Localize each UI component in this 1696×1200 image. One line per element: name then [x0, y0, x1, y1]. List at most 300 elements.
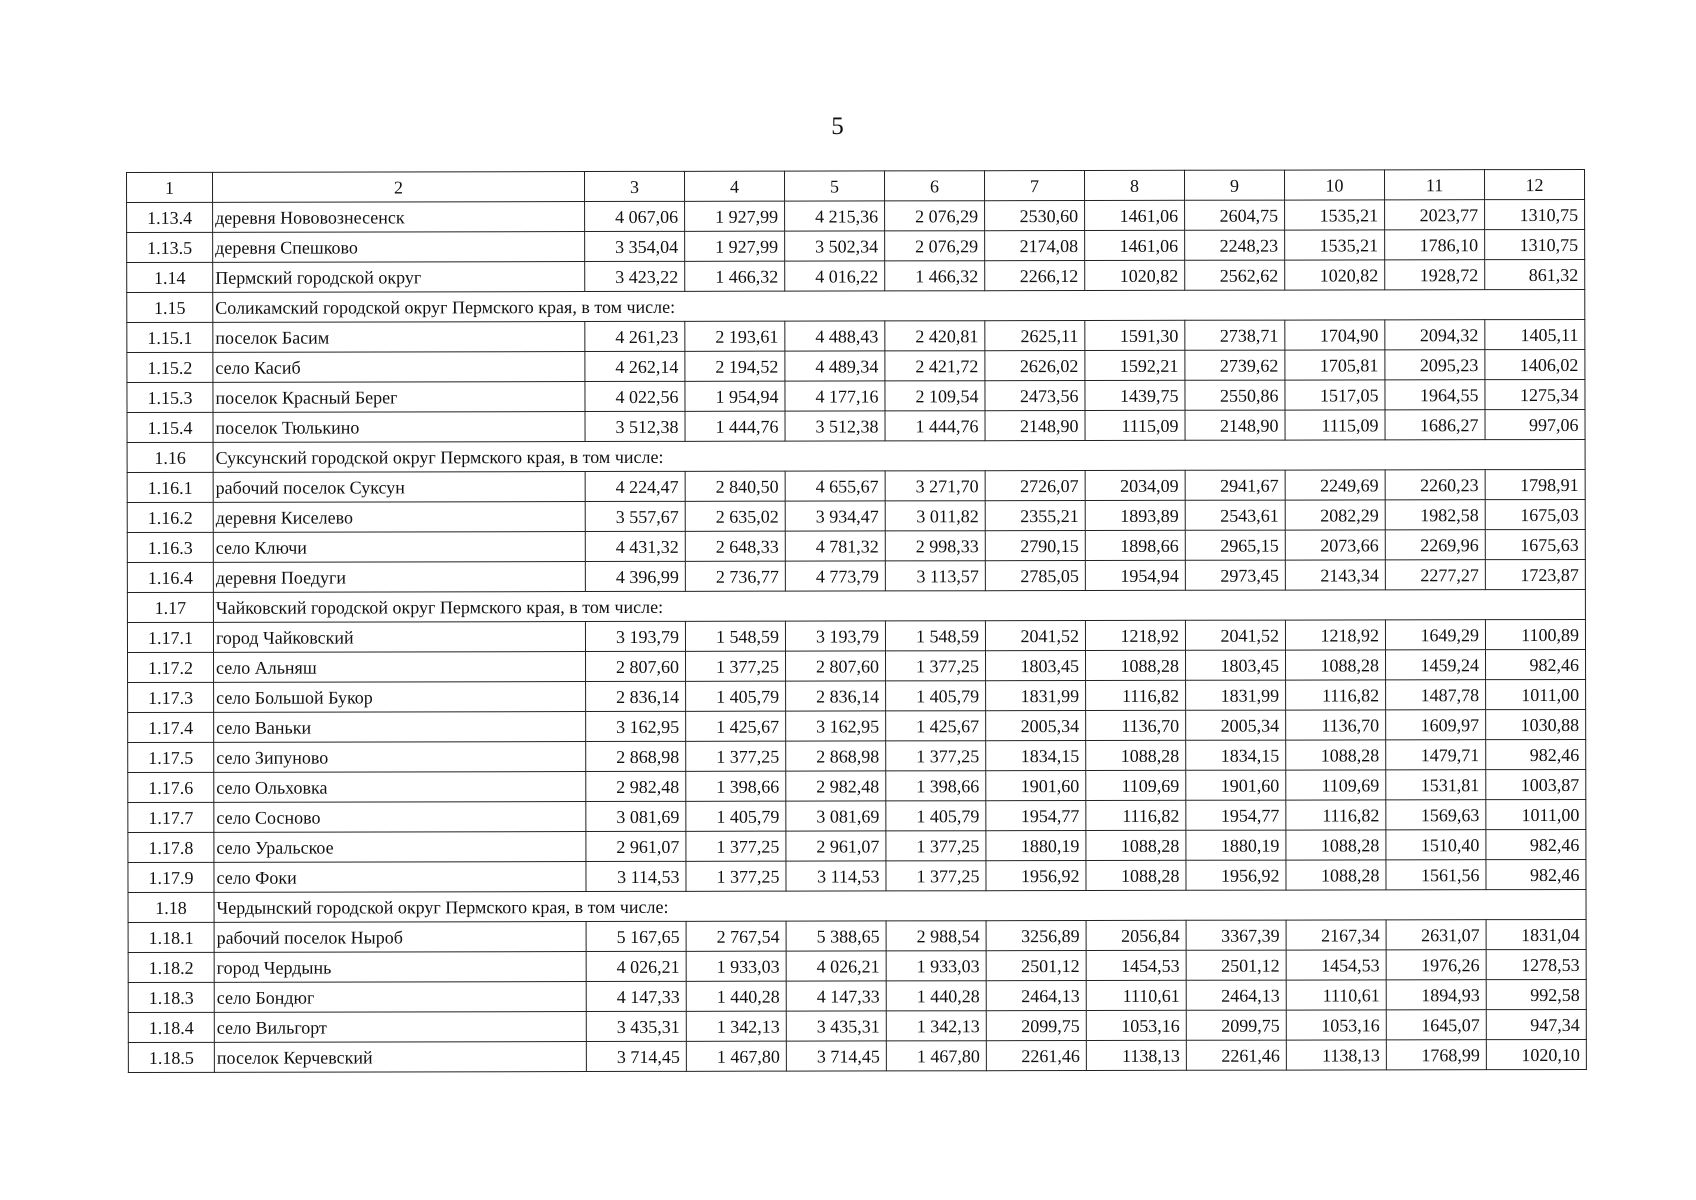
- value-cell: 2 648,33: [685, 531, 785, 561]
- value-cell: 1834,15: [986, 740, 1086, 770]
- value-cell: 2 988,54: [886, 921, 986, 951]
- value-cell: 1723,87: [1485, 559, 1585, 589]
- column-header: 5: [784, 171, 884, 201]
- row-code: 1.15.4: [127, 412, 213, 442]
- value-cell: 3 354,04: [585, 231, 685, 261]
- column-header: 6: [884, 171, 984, 201]
- settlement-name: рабочий поселок Суксун: [213, 472, 585, 503]
- settlement-name: село Альняш: [214, 652, 586, 683]
- settlement-name: село Уральское: [214, 832, 586, 863]
- value-cell: 1956,92: [1186, 860, 1286, 890]
- settlement-name: село Сосново: [214, 802, 586, 833]
- row-code: 1.14: [127, 262, 213, 292]
- settlement-name: село Ваньки: [214, 712, 586, 743]
- row-code: 1.17.7: [128, 802, 214, 832]
- value-cell: 4 489,34: [785, 351, 885, 381]
- value-cell: 1109,69: [1086, 770, 1186, 800]
- value-cell: 1138,13: [1286, 1040, 1386, 1070]
- value-cell: 1053,16: [1286, 1010, 1386, 1040]
- table-row: [127, 499, 1585, 532]
- page-number: 5: [831, 113, 844, 140]
- value-cell: 2 998,33: [885, 531, 985, 561]
- value-cell: 1116,82: [1086, 680, 1186, 710]
- row-code: 1.16.4: [127, 562, 213, 592]
- table-row: [128, 769, 1586, 802]
- value-cell: 2 736,77: [685, 561, 785, 591]
- value-cell: 1686,27: [1385, 410, 1485, 440]
- row-code: 1.15.2: [127, 352, 213, 382]
- value-cell: 861,32: [1485, 259, 1585, 289]
- table-row: [128, 919, 1586, 952]
- group-title: Чайковский городской округ Пермского края, в том числе:: [213, 589, 1585, 622]
- value-cell: 1645,07: [1386, 1010, 1486, 1040]
- settlement-name: поселок Тюлькино: [213, 412, 585, 443]
- table-row: [128, 979, 1586, 1012]
- row-code: 1.18.3: [128, 982, 214, 1012]
- row-code: 1.17.1: [127, 622, 213, 652]
- value-cell: 2143,34: [1285, 560, 1385, 590]
- value-cell: 5 388,65: [786, 921, 886, 951]
- value-cell: 1020,10: [1486, 1039, 1586, 1069]
- row-code: 1.18.5: [128, 1042, 214, 1072]
- value-cell: 3367,39: [1186, 920, 1286, 950]
- value-cell: 2148,90: [985, 410, 1085, 440]
- table-body: [127, 169, 1587, 1072]
- value-cell: 4 067,06: [585, 201, 685, 231]
- value-cell: 1768,99: [1386, 1040, 1486, 1070]
- value-cell: 4 016,22: [785, 261, 885, 291]
- value-cell: 2 836,14: [786, 681, 886, 711]
- value-cell: 1831,04: [1486, 919, 1586, 949]
- value-cell: 4 262,14: [585, 351, 685, 381]
- value-cell: 1 405,79: [886, 681, 986, 711]
- settlement-name: село Бондюг: [214, 982, 586, 1013]
- value-cell: 1003,87: [1486, 769, 1586, 799]
- value-cell: 3 502,34: [785, 231, 885, 261]
- value-cell: 1 342,13: [886, 1011, 986, 1041]
- table-row: [128, 739, 1586, 772]
- value-cell: 1 548,59: [685, 621, 785, 651]
- row-code: 1.13.4: [127, 202, 213, 232]
- value-cell: 1088,28: [1286, 860, 1386, 890]
- value-cell: 1 405,79: [686, 801, 786, 831]
- value-cell: 2 635,02: [685, 501, 785, 531]
- value-cell: 2041,52: [985, 620, 1085, 650]
- value-cell: 1976,26: [1386, 950, 1486, 980]
- value-cell: 1088,28: [1286, 740, 1386, 770]
- value-cell: 2167,34: [1286, 920, 1386, 950]
- value-cell: 3 512,38: [785, 411, 885, 441]
- value-cell: 2 109,54: [885, 381, 985, 411]
- value-cell: 1275,34: [1485, 379, 1585, 409]
- value-cell: 2 807,60: [786, 651, 886, 681]
- row-code: 1.16.3: [127, 532, 213, 562]
- value-cell: 2099,75: [986, 1010, 1086, 1040]
- value-cell: 1 440,28: [686, 981, 786, 1011]
- value-cell: 1561,56: [1386, 860, 1486, 890]
- row-code: 1.17.3: [128, 682, 214, 712]
- value-cell: 5 167,65: [586, 921, 686, 951]
- table-row: [127, 469, 1585, 502]
- value-cell: 2023,77: [1385, 200, 1485, 230]
- value-cell: 4 261,23: [585, 321, 685, 351]
- value-cell: 4 026,21: [586, 951, 686, 981]
- value-cell: 1954,77: [986, 800, 1086, 830]
- value-cell: 1454,53: [1286, 950, 1386, 980]
- value-cell: 1 933,03: [686, 951, 786, 981]
- value-cell: 1592,21: [1085, 350, 1185, 380]
- value-cell: 982,46: [1486, 829, 1586, 859]
- value-cell: 1535,21: [1285, 200, 1385, 230]
- value-cell: 1831,99: [1186, 680, 1286, 710]
- value-cell: 1 377,25: [686, 861, 786, 891]
- value-cell: 982,46: [1486, 649, 1586, 679]
- value-cell: 1 425,67: [686, 711, 786, 741]
- column-header: 12: [1484, 169, 1584, 199]
- value-cell: 1138,13: [1086, 1040, 1186, 1070]
- value-cell: 1803,45: [1186, 650, 1286, 680]
- value-cell: 1704,90: [1285, 320, 1385, 350]
- value-cell: 2 194,52: [685, 351, 785, 381]
- value-cell: 3256,89: [986, 920, 1086, 950]
- value-cell: 3 081,69: [586, 801, 686, 831]
- settlement-name: деревня Киселево: [213, 502, 585, 533]
- column-header: 4: [684, 171, 784, 201]
- settlement-name: село Фоки: [214, 862, 586, 893]
- value-cell: 4 026,21: [786, 951, 886, 981]
- value-cell: 1649,29: [1385, 620, 1485, 650]
- value-cell: 2464,13: [1186, 980, 1286, 1010]
- value-cell: 3 081,69: [786, 801, 886, 831]
- value-cell: 1 405,79: [686, 681, 786, 711]
- value-cell: 2738,71: [1185, 320, 1285, 350]
- value-cell: 1 444,76: [885, 411, 985, 441]
- table-row: [127, 319, 1585, 352]
- value-cell: 1136,70: [1286, 710, 1386, 740]
- value-cell: 1 548,59: [885, 621, 985, 651]
- value-cell: 2005,34: [1186, 710, 1286, 740]
- value-cell: 1964,55: [1385, 380, 1485, 410]
- value-cell: 4 781,32: [785, 531, 885, 561]
- value-cell: 4 431,32: [585, 531, 685, 561]
- value-cell: 4 655,67: [785, 471, 885, 501]
- value-cell: 2082,29: [1285, 500, 1385, 530]
- value-cell: 2625,11: [985, 320, 1085, 350]
- row-code: 1.15: [127, 292, 213, 322]
- value-cell: 1088,28: [1286, 650, 1386, 680]
- value-cell: 2562,62: [1185, 260, 1285, 290]
- value-cell: 3 423,22: [585, 261, 685, 291]
- value-cell: 1609,97: [1386, 710, 1486, 740]
- value-cell: 2261,46: [986, 1040, 1086, 1070]
- value-cell: 1 377,25: [886, 861, 986, 891]
- row-code: 1.17.2: [128, 652, 214, 682]
- value-cell: 2626,02: [985, 350, 1085, 380]
- value-cell: 2 868,98: [786, 741, 886, 771]
- value-cell: 2543,61: [1185, 500, 1285, 530]
- value-cell: 2 836,14: [586, 681, 686, 711]
- value-cell: 1675,63: [1485, 529, 1585, 559]
- table-row: [127, 199, 1585, 232]
- value-cell: 1982,58: [1385, 500, 1485, 530]
- column-header: 9: [1184, 170, 1284, 200]
- value-cell: 1053,16: [1086, 1010, 1186, 1040]
- value-cell: 2 961,07: [786, 831, 886, 861]
- value-cell: 1110,61: [1086, 980, 1186, 1010]
- value-cell: 2973,45: [1185, 560, 1285, 590]
- value-cell: 2148,90: [1185, 410, 1285, 440]
- value-cell: 1 933,03: [886, 951, 986, 981]
- value-cell: 1798,91: [1485, 469, 1585, 499]
- value-cell: 1030,88: [1486, 709, 1586, 739]
- value-cell: 1591,30: [1085, 320, 1185, 350]
- value-cell: 2550,86: [1185, 380, 1285, 410]
- table-row: [127, 379, 1585, 412]
- value-cell: 1 398,66: [686, 771, 786, 801]
- value-cell: 4 022,56: [585, 381, 685, 411]
- value-cell: 4 215,36: [785, 201, 885, 231]
- value-cell: 1218,92: [1085, 620, 1185, 650]
- value-cell: 1 927,99: [685, 201, 785, 231]
- value-cell: 3 557,67: [585, 501, 685, 531]
- table-row: [128, 679, 1586, 712]
- value-cell: 4 147,33: [786, 981, 886, 1011]
- column-header: 2: [213, 172, 585, 203]
- value-cell: 3 113,57: [885, 561, 985, 591]
- value-cell: 1803,45: [986, 650, 1086, 680]
- settlement-name: деревня Нововознесенск: [213, 202, 585, 233]
- group-title: Суксунский городской округ Пермского края, в том числе:: [213, 439, 1585, 472]
- value-cell: 2 807,60: [586, 651, 686, 681]
- value-cell: 1 377,25: [886, 741, 986, 771]
- value-cell: 1510,40: [1386, 830, 1486, 860]
- value-cell: 1928,72: [1385, 260, 1485, 290]
- value-cell: 1 467,80: [686, 1041, 786, 1071]
- column-header: 8: [1084, 170, 1184, 200]
- value-cell: 2530,60: [985, 200, 1085, 230]
- row-code: 1.17.4: [128, 712, 214, 742]
- value-cell: 1 377,25: [886, 831, 986, 861]
- value-cell: 1218,92: [1285, 620, 1385, 650]
- table-row: [127, 259, 1585, 292]
- value-cell: 1110,61: [1286, 980, 1386, 1010]
- value-cell: 1531,81: [1386, 770, 1486, 800]
- value-cell: 2726,07: [985, 470, 1085, 500]
- row-code: 1.15.3: [127, 382, 213, 412]
- value-cell: 1020,82: [1085, 260, 1185, 290]
- table-row: [127, 529, 1585, 562]
- value-cell: 3 714,45: [786, 1041, 886, 1071]
- value-cell: 2965,15: [1185, 530, 1285, 560]
- settlement-name: рабочий поселок Ныроб: [214, 922, 586, 953]
- table-row: [128, 859, 1586, 892]
- value-cell: 2473,56: [985, 380, 1085, 410]
- value-cell: 1100,89: [1485, 619, 1585, 649]
- value-cell: 2739,62: [1185, 350, 1285, 380]
- value-cell: 3 114,53: [786, 861, 886, 891]
- value-cell: 2 982,48: [586, 771, 686, 801]
- settlement-name: город Чайковский: [213, 622, 585, 653]
- row-code: 1.13.5: [127, 232, 213, 262]
- value-cell: 1011,00: [1486, 799, 1586, 829]
- value-cell: 1487,78: [1386, 680, 1486, 710]
- value-cell: 2099,75: [1186, 1010, 1286, 1040]
- value-cell: 2041,52: [1185, 620, 1285, 650]
- column-header: 7: [984, 170, 1084, 200]
- value-cell: 1956,92: [986, 860, 1086, 890]
- row-code: 1.17: [127, 592, 213, 622]
- settlement-name: поселок Басим: [213, 322, 585, 353]
- group-row: [127, 589, 1585, 622]
- value-cell: 2355,21: [985, 500, 1085, 530]
- value-cell: 1535,21: [1285, 230, 1385, 260]
- value-cell: 4 396,99: [585, 561, 685, 591]
- value-cell: 3 193,79: [785, 621, 885, 651]
- value-cell: 1479,71: [1386, 740, 1486, 770]
- value-cell: 1461,06: [1085, 200, 1185, 230]
- value-cell: 2631,07: [1386, 920, 1486, 950]
- value-cell: 2260,23: [1385, 470, 1485, 500]
- value-cell: 2056,84: [1086, 920, 1186, 950]
- row-code: 1.17.5: [128, 742, 214, 772]
- value-cell: 1 466,32: [685, 261, 785, 291]
- value-cell: 3 162,95: [786, 711, 886, 741]
- value-cell: 2464,13: [986, 980, 1086, 1010]
- value-cell: 2 420,81: [885, 321, 985, 351]
- value-cell: 1 440,28: [886, 981, 986, 1011]
- value-cell: 1 398,66: [886, 771, 986, 801]
- value-cell: 2249,69: [1285, 470, 1385, 500]
- value-cell: 1901,60: [986, 770, 1086, 800]
- value-cell: 997,06: [1485, 409, 1585, 439]
- value-cell: 1894,93: [1386, 980, 1486, 1010]
- value-cell: 1088,28: [1086, 650, 1186, 680]
- value-cell: 1115,09: [1085, 410, 1185, 440]
- value-cell: 2785,05: [985, 560, 1085, 590]
- row-code: 1.17.9: [128, 862, 214, 892]
- value-cell: 1136,70: [1086, 710, 1186, 740]
- value-cell: 2 421,72: [885, 351, 985, 381]
- settlement-name: поселок Керчевский: [214, 1042, 586, 1073]
- group-title: Соликамский городской округ Пермского края, в том числе:: [213, 289, 1585, 322]
- table-row: [128, 1039, 1586, 1072]
- value-cell: 1954,94: [1085, 560, 1185, 590]
- value-cell: 3 162,95: [586, 711, 686, 741]
- value-cell: 2604,75: [1185, 200, 1285, 230]
- value-cell: 1011,00: [1486, 679, 1586, 709]
- row-code: 1.17.6: [128, 772, 214, 802]
- value-cell: 2073,66: [1285, 530, 1385, 560]
- value-cell: 947,34: [1486, 1009, 1586, 1039]
- value-cell: 2 840,50: [685, 471, 785, 501]
- value-cell: 4 224,47: [585, 471, 685, 501]
- value-cell: 2248,23: [1185, 230, 1285, 260]
- value-cell: 1115,09: [1285, 410, 1385, 440]
- value-cell: 982,46: [1486, 859, 1586, 889]
- value-cell: 992,58: [1486, 979, 1586, 1009]
- value-cell: 2 767,54: [686, 921, 786, 951]
- settlement-name: село Ключи: [213, 532, 585, 563]
- value-cell: 3 193,79: [585, 621, 685, 651]
- value-cell: 1898,66: [1085, 530, 1185, 560]
- row-code: 1.16: [127, 442, 213, 472]
- row-code: 1.18.4: [128, 1012, 214, 1042]
- table-row: [127, 559, 1585, 592]
- value-cell: 4 488,43: [785, 321, 885, 351]
- value-cell: 2034,09: [1085, 470, 1185, 500]
- value-cell: 4 773,79: [785, 561, 885, 591]
- value-cell: 4 147,33: [586, 981, 686, 1011]
- value-cell: 1 444,76: [685, 411, 785, 441]
- value-cell: 2 961,07: [586, 831, 686, 861]
- value-cell: 1116,82: [1086, 800, 1186, 830]
- settlement-name: село Вильгорт: [214, 1012, 586, 1043]
- table-row: [128, 799, 1586, 832]
- settlement-name: город Чердынь: [214, 952, 586, 983]
- value-cell: 2 193,61: [685, 321, 785, 351]
- value-cell: 3 934,47: [785, 501, 885, 531]
- value-cell: 1901,60: [1186, 770, 1286, 800]
- value-cell: 1 377,25: [686, 831, 786, 861]
- column-header: 11: [1384, 170, 1484, 200]
- settlement-name: село Ольховка: [214, 772, 586, 803]
- settlement-name: село Большой Букор: [214, 682, 586, 713]
- value-cell: 1 927,99: [685, 231, 785, 261]
- value-cell: 1831,99: [986, 680, 1086, 710]
- value-cell: 2266,12: [985, 260, 1085, 290]
- value-cell: 1020,82: [1285, 260, 1385, 290]
- group-row: [128, 889, 1586, 922]
- value-cell: 1880,19: [1186, 830, 1286, 860]
- value-cell: 3 114,53: [586, 861, 686, 891]
- value-cell: 2 076,29: [885, 231, 985, 261]
- settlement-name: село Зипуново: [214, 742, 586, 773]
- table-row: [128, 649, 1586, 682]
- table-row: [127, 229, 1585, 262]
- value-cell: 1088,28: [1086, 860, 1186, 890]
- table-row: [128, 949, 1586, 982]
- value-cell: 2501,12: [986, 950, 1086, 980]
- value-cell: 1109,69: [1286, 770, 1386, 800]
- value-cell: 2174,08: [985, 230, 1085, 260]
- row-code: 1.18.2: [128, 952, 214, 982]
- table-row: [127, 619, 1585, 652]
- group-title: Чердынский городской округ Пермского края, в том числе:: [214, 889, 1586, 922]
- value-cell: 1454,53: [1086, 950, 1186, 980]
- settlement-name: Пермский городской округ: [213, 262, 585, 293]
- value-cell: 1786,10: [1385, 230, 1485, 260]
- value-cell: 2 982,48: [786, 771, 886, 801]
- value-cell: 1405,11: [1485, 319, 1585, 349]
- value-cell: 1116,82: [1286, 800, 1386, 830]
- value-cell: 1880,19: [986, 830, 1086, 860]
- value-cell: 2277,27: [1385, 560, 1485, 590]
- value-cell: 1893,89: [1085, 500, 1185, 530]
- value-cell: 1278,53: [1486, 949, 1586, 979]
- value-cell: 2501,12: [1186, 950, 1286, 980]
- column-header: 10: [1284, 170, 1384, 200]
- value-cell: 2 868,98: [586, 741, 686, 771]
- value-cell: 1310,75: [1485, 199, 1585, 229]
- row-code: 1.15.1: [127, 322, 213, 352]
- value-cell: 1 954,94: [685, 381, 785, 411]
- tariff-table: [126, 169, 1587, 1073]
- table-row: [127, 349, 1585, 382]
- value-cell: 1705,81: [1285, 350, 1385, 380]
- value-cell: 1 467,80: [886, 1041, 986, 1071]
- row-code: 1.17.8: [128, 832, 214, 862]
- value-cell: 1459,24: [1386, 650, 1486, 680]
